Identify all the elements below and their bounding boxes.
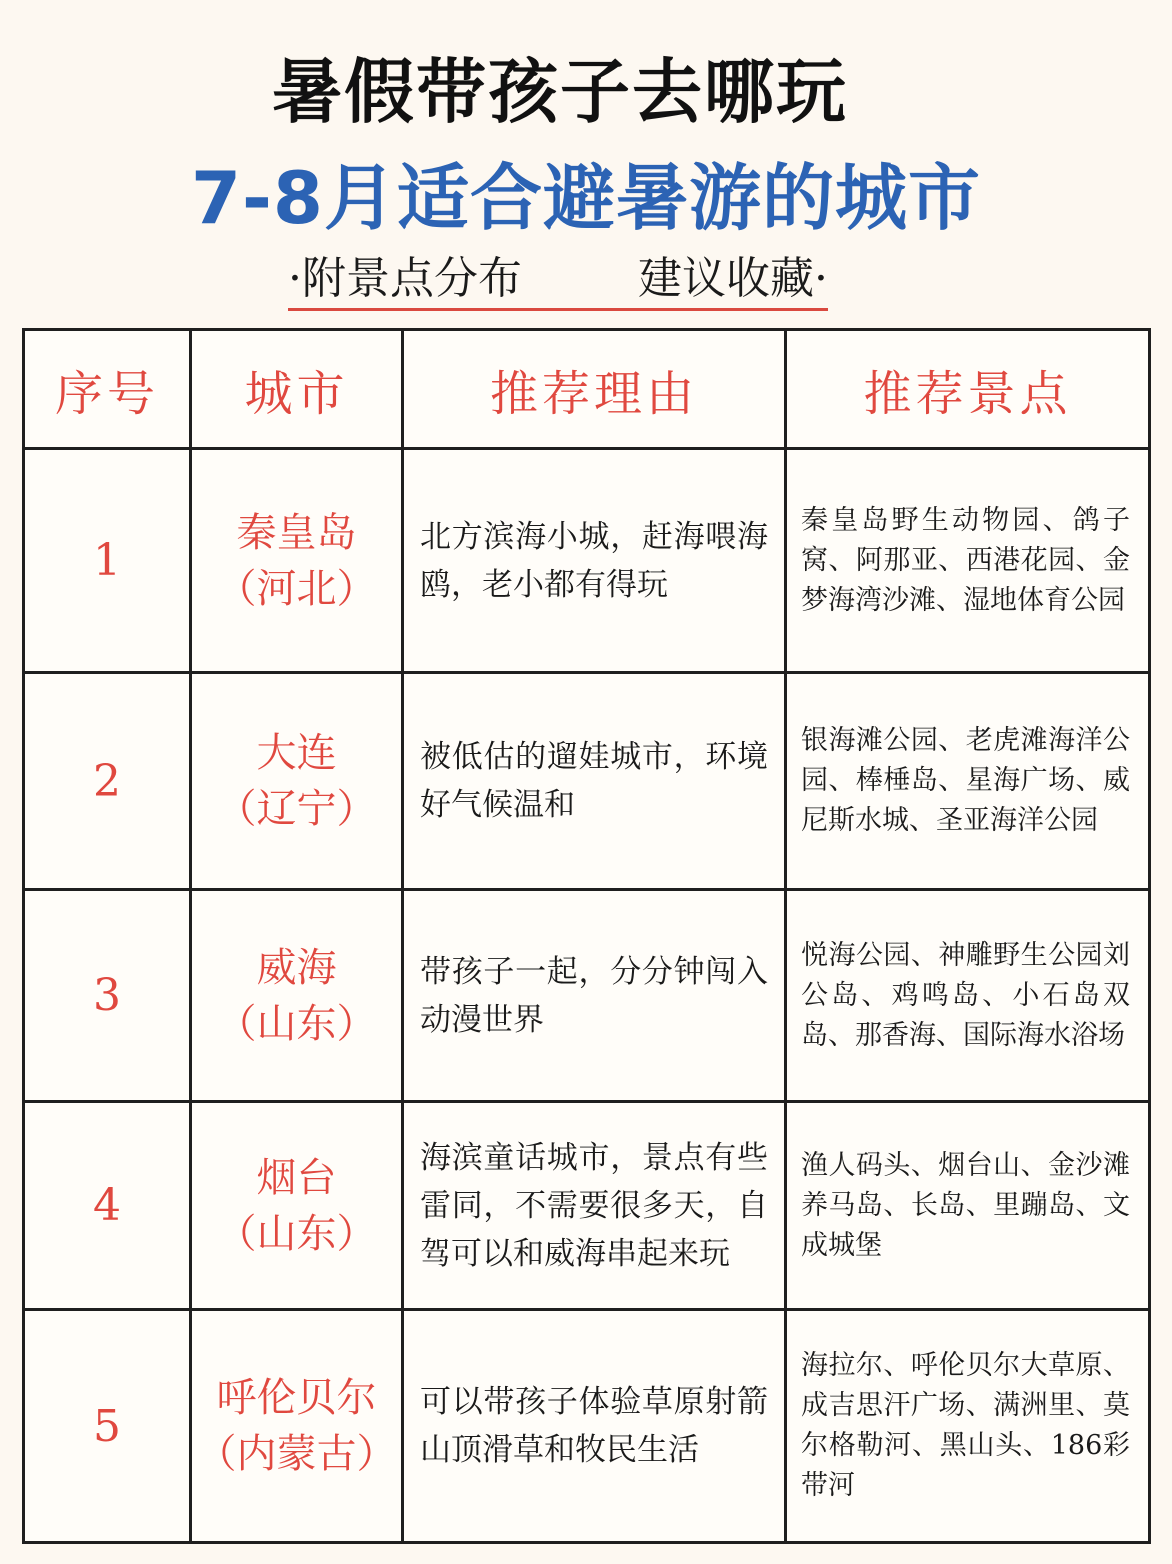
table-row [24,449,1150,673]
row-spots: 海拉尔、呼伦贝尔大草原、成吉思汗广场、满洲里、莫尔格勒河、黑山头、186彩带河 [786,1310,1150,1543]
row-number: 2 [24,673,191,890]
row-spots: 悦海公园、神雕野生公园刘公岛、鸡鸣岛、小石岛双岛、那香海、国际海水浴场 [786,890,1150,1102]
row-reason: 海滨童话城市，景点有些雷同，不需要很多天，自驾可以和威海串起来玩 [403,1102,786,1310]
table-row [24,673,1150,890]
city-province: （山东） [216,1210,377,1257]
city-province: （河北） [216,565,377,612]
row-city [191,1310,403,1543]
row-spots: 银海滩公园、老虎滩海洋公园、棒棰岛、星海广场、威尼斯水城、圣亚海洋公园 [786,673,1150,890]
row-number: 1 [24,449,191,673]
tagline [288,240,828,311]
table-row [24,1102,1150,1310]
row-number: 5 [24,1310,191,1543]
city-name: 大连 [256,730,337,776]
table-row [24,1310,1150,1543]
row-number: 3 [24,890,191,1102]
city-province: （辽宁） [216,786,377,832]
column-header-reason: 推荐理由 [403,330,786,449]
row-city [191,449,403,673]
city-name: 烟台 [256,1154,337,1201]
page-subtitle: 7-8月适合避暑游的城市 [190,156,982,240]
destination-table [22,328,1151,1544]
table-header-row [24,330,1150,449]
page-title: 暑假带孩子去哪玩 [272,51,848,133]
city-name: 秦皇岛 [236,509,357,556]
row-reason: 被低估的遛娃城市，环境好气候温和 [403,673,786,890]
city-name: 呼伦贝尔 [216,1375,377,1421]
row-number: 4 [24,1102,191,1310]
table-row [24,890,1150,1102]
column-header-spots: 推荐景点 [786,330,1150,449]
column-header-city: 城市 [191,330,403,449]
city-province: （山东） [216,1000,377,1047]
row-reason: 北方滨海小城，赶海喂海鸥，老小都有得玩 [403,449,786,673]
row-reason: 可以带孩子体验草原射箭山顶滑草和牧民生活 [403,1310,786,1543]
row-spots: 秦皇岛野生动物园、鸽子窝、阿那亚、西港花园、金梦海湾沙滩、湿地体育公园 [786,449,1150,673]
row-city [191,1102,403,1310]
row-reason: 带孩子一起，分分钟闯入动漫世界 [403,890,786,1102]
tagline-bookmark: 建议收藏· [638,253,828,304]
city-province: （内蒙古） [196,1431,397,1477]
row-spots: 渔人码头、烟台山、金沙滩养马岛、长岛、里蹦岛、文成城堡 [786,1102,1150,1310]
city-name: 威海 [256,944,337,991]
tagline-attractions: ·附景点分布 [288,253,522,304]
row-city [191,673,403,890]
row-city [191,890,403,1102]
column-header-number: 序号 [24,330,191,449]
